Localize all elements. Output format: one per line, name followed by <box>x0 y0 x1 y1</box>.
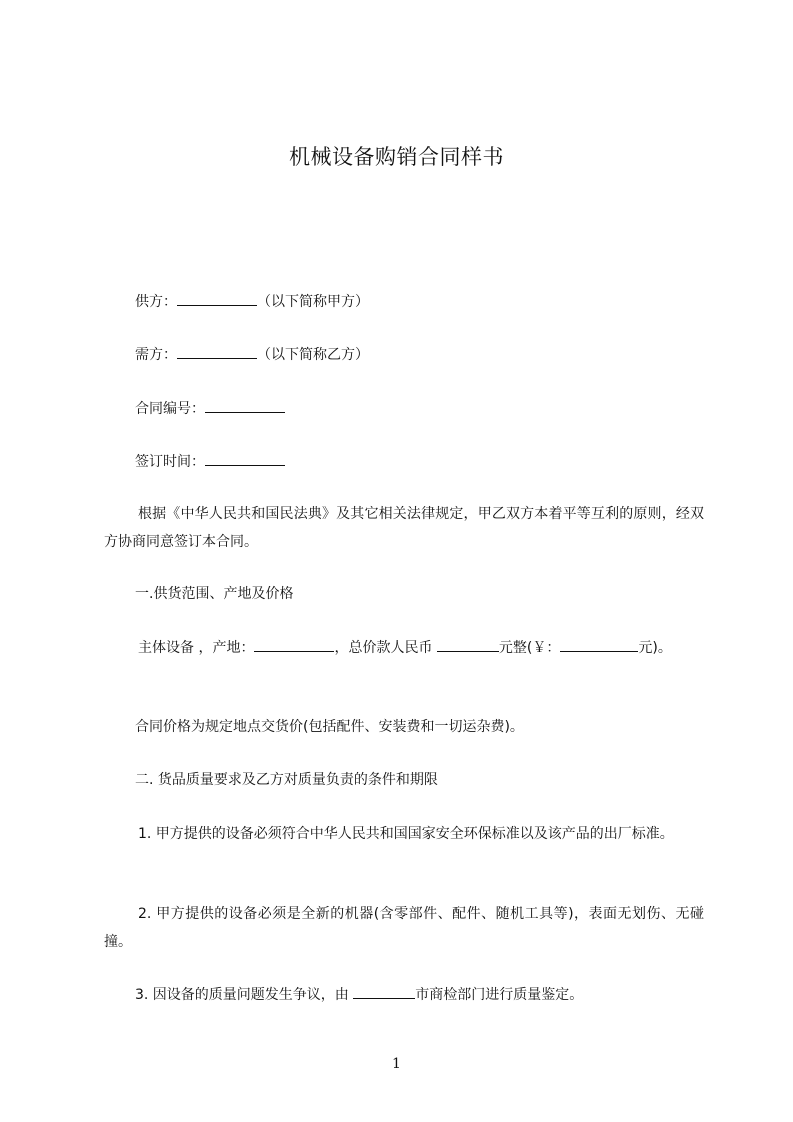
equipment-text-3: 元整(￥： <box>498 640 561 656</box>
inspection-city-blank <box>353 984 415 999</box>
supplier-suffix: （以下简称甲方） <box>257 294 369 310</box>
sign-time-label: 签订时间： <box>135 454 205 470</box>
supplier-blank <box>177 291 257 306</box>
buyer-label: 需方： <box>135 347 177 363</box>
contract-number-blank <box>205 398 285 413</box>
sign-time-line <box>135 451 285 472</box>
equipment-paragraph <box>104 634 704 662</box>
preamble-paragraph: 根据《中华人民共和国民法典》及其它相关法律规定，甲乙双方本着平等互利的原则，经双方协商同意签订本合同。 <box>104 506 704 550</box>
contract-number-line <box>135 398 285 419</box>
buyer-suffix: （以下简称乙方） <box>257 347 369 363</box>
supplier-label: 供方： <box>135 294 177 310</box>
contract-number-label: 合同编号： <box>135 401 205 417</box>
quality-item-3-text-2: 市商检部门进行质量鉴定。 <box>415 987 584 1003</box>
origin-blank <box>254 637 334 652</box>
document-title: 机械设备购销合同样书 <box>289 145 504 169</box>
equipment-text-2: ，总价款人民币 <box>334 640 433 656</box>
buyer-blank <box>177 344 257 359</box>
section2-heading: 二. 货品质量要求及乙方对质量负责的条件和期限 <box>135 772 438 788</box>
quality-item-1: 1. 甲方提供的设备必须符合中华人民共和国国家安全环保标准以及该产品的出厂标准。 <box>138 826 674 842</box>
amount-blank <box>560 637 638 652</box>
sign-time-blank <box>205 451 285 466</box>
quality-item-2: 2. 甲方提供的设备必须是全新的机器(含零部件、配件、随机工具等)，表面无划伤、无碰撞。 <box>104 906 704 950</box>
supplier-line <box>135 291 369 312</box>
page-number: 1 <box>392 1056 401 1072</box>
price-note: 合同价格为规定地点交货价(包括配件、安装费和一切运杂费)。 <box>135 719 524 735</box>
equipment-text-4: 元)。 <box>638 640 672 656</box>
section1-heading: 一.供货范围、产地及价格 <box>135 586 294 602</box>
quality-item-3-text-1: 3. 因设备的质量问题发生争议，由 <box>135 987 349 1003</box>
total-price-blank <box>437 637 499 652</box>
buyer-line <box>135 344 369 365</box>
quality-item-3 <box>135 984 583 1005</box>
equipment-text-1: 主体设备 ，产地： <box>138 640 255 656</box>
